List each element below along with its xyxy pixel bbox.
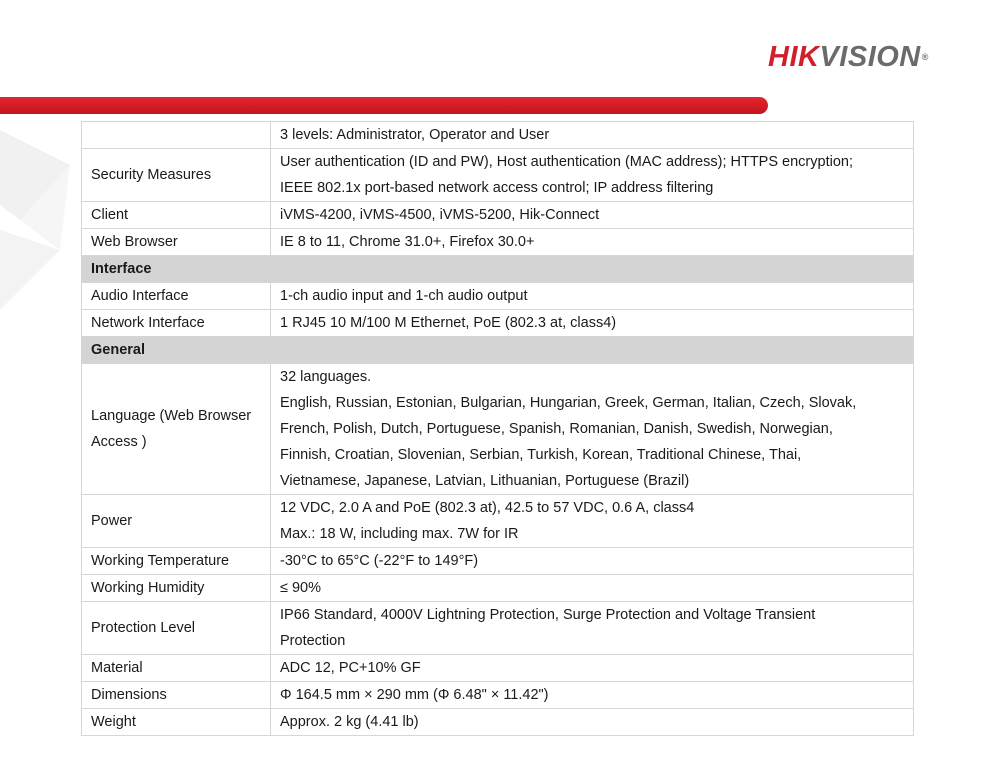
spec-value (271, 202, 914, 229)
spec-row (82, 364, 914, 495)
spec-row (82, 548, 914, 575)
spec-row (82, 655, 914, 682)
spec-label: Dimensions (82, 682, 271, 709)
spec-value (271, 682, 914, 709)
spec-value (271, 575, 914, 602)
spec-value-line: Max.: 18 W, including max. 7W for IR (280, 526, 519, 542)
spec-row (82, 283, 914, 310)
spec-value-line: IEEE 802.1x port-based network access control; IP address filtering (280, 180, 714, 196)
spec-value (271, 495, 914, 548)
spec-label: Power (82, 495, 271, 548)
spec-row (82, 202, 914, 229)
spec-value-line: 32 languages. (280, 369, 372, 385)
spec-label: Network Interface (82, 310, 271, 337)
spec-row (82, 682, 914, 709)
header-red-bar (0, 97, 768, 114)
spec-table (81, 121, 914, 736)
spec-value-line: 1 RJ45 10 M/100 M Ethernet, PoE (802.3 at, class4) (280, 315, 617, 331)
spec-label: Protection Level (82, 602, 271, 655)
spec-value-line: Approx. 2 kg (4.41 lb) (280, 714, 419, 730)
spec-label: Material (82, 655, 271, 682)
spec-label: Working Temperature (82, 548, 271, 575)
spec-value-line: ADC 12, PC+10% GF (280, 660, 421, 676)
spec-row (82, 149, 914, 202)
spec-row (82, 575, 914, 602)
spec-value-line: 12 VDC, 2.0 A and PoE (802.3 at), 42.5 to 57 VDC, 0.6 A, class4 (280, 500, 695, 516)
spec-value-line: English, Russian, Estonian, Bulgarian, Hungarian, Greek, German, Italian, Czech, Slovak, (280, 395, 857, 411)
spec-label: Language (Web Browser Access ) (82, 364, 271, 495)
spec-label: Client (82, 202, 271, 229)
spec-row (82, 229, 914, 256)
spec-value (271, 149, 914, 202)
section-title: Interface (82, 256, 914, 283)
spec-value-line: Φ 164.5 mm × 290 mm (Φ 6.48" × 11.42") (280, 687, 549, 703)
spec-row (82, 709, 914, 736)
spec-value (271, 655, 914, 682)
spec-value (271, 310, 914, 337)
spec-value-line: French, Polish, Dutch, Portuguese, Spanish, Romanian, Danish, Swedish, Norwegian, (280, 421, 833, 437)
spec-label: Working Humidity (82, 575, 271, 602)
spec-value (271, 283, 914, 310)
spec-label: Security Measures (82, 149, 271, 202)
spec-label (82, 122, 271, 149)
spec-value (271, 229, 914, 256)
section-title: General (82, 337, 914, 364)
spec-value (271, 709, 914, 736)
spec-value-line: iVMS-4200, iVMS-4500, iVMS-5200, Hik-Connect (280, 207, 600, 223)
spec-value-line: IE 8 to 11, Chrome 31.0+, Firefox 30.0+ (280, 234, 535, 250)
section-header (82, 256, 914, 283)
spec-row (82, 122, 914, 149)
hikvision-logo: HIKVISION® (768, 41, 929, 73)
spec-value-line: Vietnamese, Japanese, Latvian, Lithuanian, Portuguese (Brazil) (280, 473, 690, 489)
spec-row (82, 310, 914, 337)
spec-row (82, 602, 914, 655)
spec-value-line: User authentication (ID and PW), Host authentication (MAC address); HTTPS encryption; (280, 154, 853, 170)
spec-value-line: 1-ch audio input and 1-ch audio output (280, 288, 528, 304)
section-header (82, 337, 914, 364)
spec-value-line: 3 levels: Administrator, Operator and User (280, 127, 550, 143)
spec-value (271, 548, 914, 575)
spec-value-line: Protection (280, 633, 346, 649)
spec-value-line: Finnish, Croatian, Slovenian, Serbian, Turkish, Korean, Traditional Chinese, Thai, (280, 447, 802, 463)
watermark-shape (0, 110, 90, 340)
spec-value (271, 364, 914, 495)
spec-value-line: -30°C to 65°C (-22°F to 149°F) (280, 553, 479, 569)
spec-label: Web Browser (82, 229, 271, 256)
spec-value-line: ≤ 90% (280, 580, 322, 596)
spec-value-line: IP66 Standard, 4000V Lightning Protection, Surge Protection and Voltage Transient (280, 607, 816, 623)
spec-label: Audio Interface (82, 283, 271, 310)
spec-value (271, 122, 914, 149)
spec-label: Weight (82, 709, 271, 736)
spec-value (271, 602, 914, 655)
spec-row (82, 495, 914, 548)
